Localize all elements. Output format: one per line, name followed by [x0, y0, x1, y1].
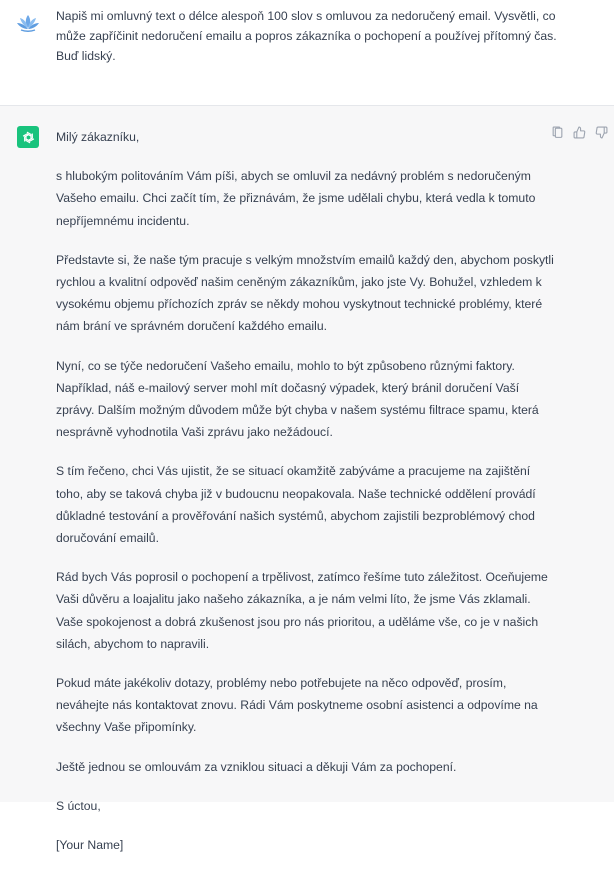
response-paragraph: Milý zákazníku,	[56, 130, 140, 144]
response-paragraph: S tím řečeno, chci Vás ujistit, že se situací okamžitě zabýváme a pracujeme na zajištění toho, aby se taková chyba již v budoucnu neopakovala. Naše technické oddělení provádí důkladné testování a prověřování našich systémů, abychom zajistili bezproblémový chod doručování emailů.	[56, 464, 536, 546]
assistant-response	[56, 126, 554, 873]
user-prompt-text: Napiš mi omluvný text o délce alespoň 100 slov s omluvou za nedoručený email. Vysvětli, co může zapříčinit nedoručení emailu a popros zákazníka o pochopení a používej přítomný čas. Buď lidský.	[56, 9, 557, 63]
thumbs-up-icon[interactable]	[573, 126, 586, 139]
thumbs-down-icon[interactable]	[595, 126, 608, 139]
message-actions	[551, 126, 608, 139]
response-paragraph: Rád bych Vás poprosil o pochopení a trpělivost, zatímco řešíme tuto záležitost. Oceňujeme Vaši důvěru a loajalitu jako našeho zákazníka, a je nám velmi líto, že jsme Vás zklamali. Vaše spokojenost a dobrá zkušenost jsou pro nás prioritou, a uděláme vše, co je v našich silách, abychom to napravili.	[56, 570, 548, 651]
response-paragraph: Nyní, co se týče nedoručení Vašeho emailu, mohlo to být způsobeno různými faktory. Například, náš e-mailový server mohl mít dočasný výpadek, který bránil doručení Vaší zprávy. Dalším možným důvodem může být chyba v našem systému filtrace spamu, která nesprávně vyhodnotila Vaši zprávu jako nežádoucí.	[56, 358, 539, 440]
response-paragraph: S úctou,	[56, 798, 101, 813]
user-message-row	[0, 0, 614, 106]
response-paragraph: Pokud máte jakékoliv dotazy, problémy nebo potřebujete na něco odpověď, prosím, neváhejte nás kontaktovat znovu. Rádi Vám poskytneme osobní asistenci a odpovíme na všechny Vaše připomínky.	[56, 676, 538, 735]
openai-logo-icon	[17, 126, 39, 148]
assistant-message-row	[0, 106, 614, 853]
response-paragraph: Představte si, že naše tým pracuje s velkým množstvím emailů každý den, abychom poskytli rychlou a kvalitní odpověď našim ceněným zákazníkům, jako jste Vy. Bohužel, vzhledem k vysokému objemu příchozích zpráv se někdy mohou vyskytnout technické problémy, které nám brání ve správném doručení každého emailu.	[56, 252, 554, 334]
response-paragraph: s hlubokým politováním Vám píši, abych se omluvil za nedávný problém s nedoručeným Vašeho emailu. Chci začít tím, že přiznávám, že jsme udělali chybu, která vedla k tomuto nepříjemnému incidentu.	[56, 169, 536, 228]
response-paragraph: [Your Name]	[56, 838, 124, 853]
response-paragraph: Ještě jednou se omlouvám za vzniklou situaci a děkuji Vám za pochopení.	[56, 759, 457, 774]
lotus-icon	[14, 9, 42, 37]
